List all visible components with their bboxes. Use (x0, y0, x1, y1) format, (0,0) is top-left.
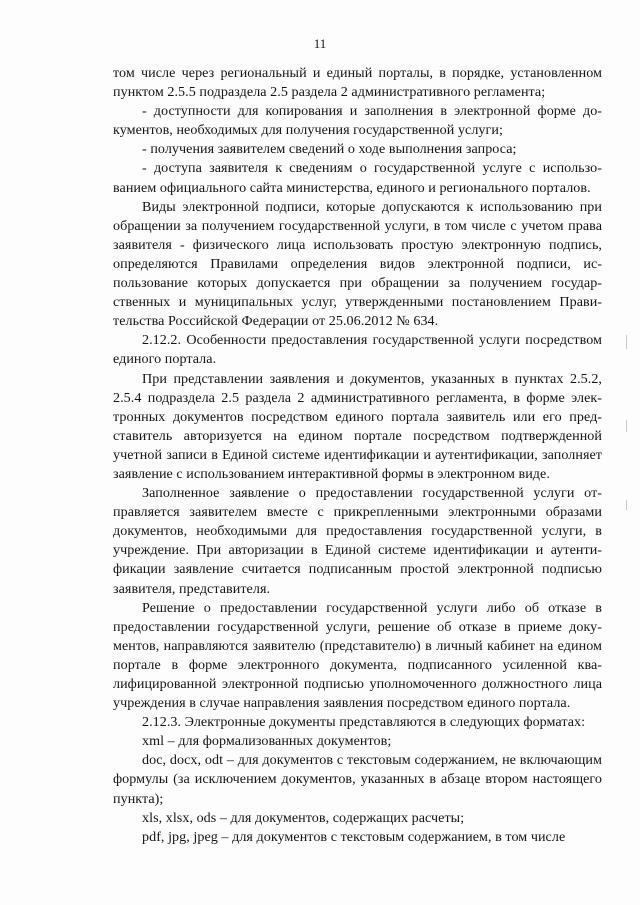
format-item: xls, xlsx, ods – для документов, содержащих расчеты; (142, 809, 465, 826)
format-item: doc, docx, odt – для документов с текстовым содержанием, не включающим формулы (за исключением документов, указанных в абзаце втором настоящего пункта); (113, 752, 602, 807)
paragraph: - доступности для копирования и заполнения в электронной форме документов, необходимых для получения государственной услуги; (113, 103, 602, 139)
format-item: xml – для формализованных документов; (142, 733, 392, 750)
page-number: 11 (313, 36, 327, 51)
section-heading-2-12-3: 2.12.3. Электронные документы представляются в следующих форматах: (142, 714, 586, 731)
paragraph: Заполненное заявление о предоставлении государственной услуги отправляется заявителем вместе с прикрепленными электронными образами документов, необходимыми для предоставления государственной услуги, в учреждение. При авторизации в Единой системе идентификации и аутентификации заявление считается подписанным простой электронной подписью заявителя, представителя. (113, 485, 602, 597)
scan-artifact (626, 500, 627, 510)
scan-artifact (626, 420, 627, 432)
format-item: pdf, jpg, jpeg – для документов с текстовым содержанием, в том числе (142, 828, 566, 845)
paragraph: - доступа заявителя к сведениям о государственной услуге с использованием официального сайта министерства, единого и регионального порталов. (113, 160, 602, 196)
paragraph: том числе через региональный и единый порталы, в порядке, установленном пунктом 2.5.5 подраздела 2.5 раздела 2 административного регламента; (113, 65, 602, 101)
section-heading-2-12-2: 2.12.2. Особенности предоставления государственной услуги посредством единого портала. (113, 332, 602, 368)
document-body (113, 64, 602, 847)
paragraph: При представлении заявления и документов, указанных в пунктах 2.5.2, 2.5.4 подраздела 2.5 раздела 2 административного регламента, в форме электронных документов посредством единого портала заявитель или его представитель авторизуется на едином портале посредством подтвержденной учетной записи в Единой системе идентификации и аутентификации, заполняет заявление с использованием интерактивной формы в электронном виде. (113, 370, 602, 482)
paragraph: Виды электронной подписи, которые допускаются к использованию при обращении за получением государственной услуги, в том числе с учетом права заявителя - физического лица использовать простую электронную подпись, определяются Правилами определения видов электронной подписи, использование которых допускается при обращении за получением государственных и муниципальных услуг, утвержденными постановлением Правительства Российской Федерации от 25.06.2012 № 634. (113, 198, 602, 330)
paragraph: Решение о предоставлении государственной услуги либо об отказе в предоставлении государственной услуги, решение об отказе в приеме документов, направляются заявителю (представителю) в личный кабинет на едином портале в форме электронного документа, подписанного усиленной квалифицированной электронной подписью уполномоченного должностного лица учреждения в случае направления заявления посредством единого портала. (113, 599, 602, 712)
paragraph: - получения заявителем сведений о ходе выполнения запроса; (142, 141, 517, 158)
scan-artifact (626, 335, 627, 349)
